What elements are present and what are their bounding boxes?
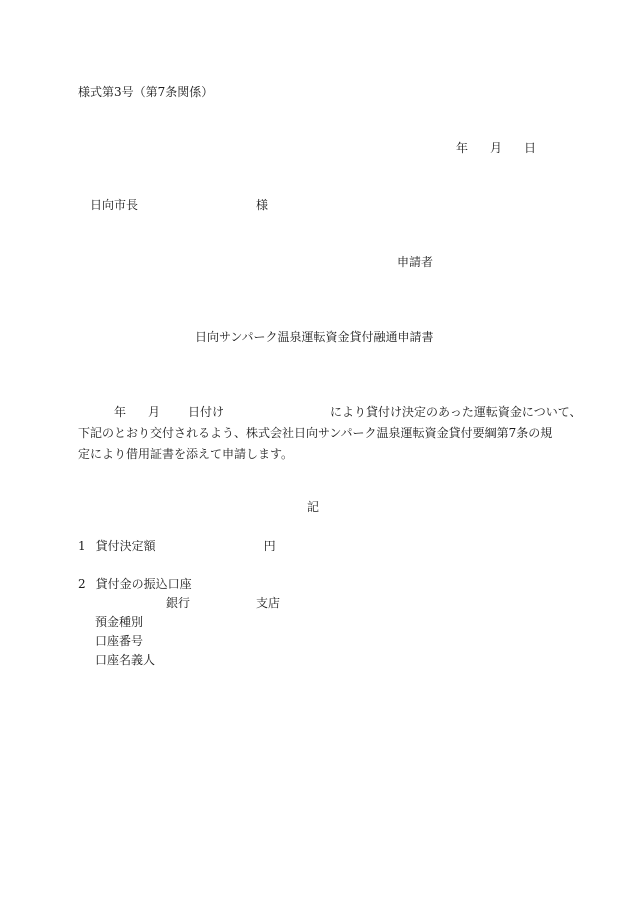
document-title [195,329,434,345]
date-line [456,140,536,156]
addressee-name: 日向市長 [90,198,139,212]
document-title-text: 日向サンパーク温泉運転資金貸付融通申請書 [195,330,434,344]
date-year: 年 [456,141,469,155]
body-paragraph [78,402,582,465]
body-year: 年 [114,405,127,419]
item-2 [78,576,192,592]
body-line-3: 定により借用証書を添えて申請します。 [78,447,294,461]
account-number [95,633,143,649]
ki-label-text: 記 [307,500,320,514]
body-date-suffix: 日付け [188,405,225,419]
item-1-label: 貸付決定額 [95,539,156,553]
ki-label [307,499,319,515]
item-1 [78,538,276,554]
applicant-label [397,254,433,270]
item-2-label: 貸付金の振込口座 [95,577,192,591]
date-day: 日 [524,141,537,155]
bank-line [166,595,280,611]
date-month: 月 [490,141,503,155]
body-line1-rest: により貸付け決定のあった運転資金について、 [330,405,582,419]
item-2-number: 2 [78,577,86,591]
account-holder [95,652,155,668]
form-number [78,84,213,100]
deposit-type [95,614,143,630]
item-1-number: 1 [78,539,86,553]
applicant-label-text: 申請者 [397,255,434,269]
item-1-unit: 円 [263,539,276,553]
deposit-type-label: 預金種別 [95,615,144,629]
body-month: 月 [148,405,161,419]
form-number-text: 様式第3号（第7条関係） [78,85,214,99]
body-line-1 [78,405,581,419]
account-number-label: 口座番号 [95,634,144,648]
branch-label: 支店 [256,596,281,610]
body-line-2: 下記のとおり交付されるよう、株式会社日向サンパーク温泉運転資金貸付要綱第7条の規 [78,426,553,440]
bank-label: 銀行 [166,596,191,610]
account-holder-label: 口座名義人 [95,653,156,667]
addressee [90,197,268,213]
addressee-honorific: 様 [256,198,269,212]
